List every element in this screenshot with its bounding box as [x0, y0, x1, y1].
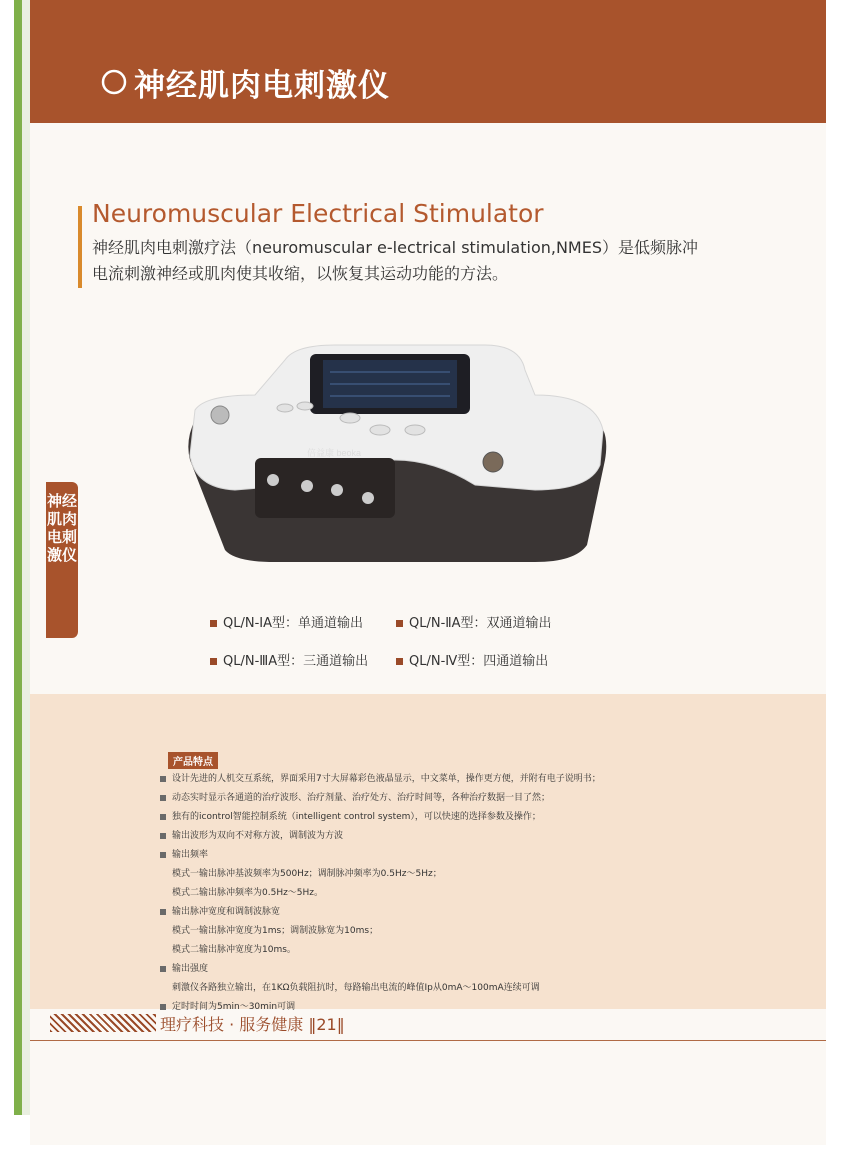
device-image: [175, 340, 610, 570]
feature-item: 输出脉冲宽度和调制波脉宽: [160, 903, 720, 922]
title-accent-bar: [78, 206, 82, 288]
feature-item: 输出强度: [160, 960, 720, 979]
side-tab: 神经肌肉电刺激仪: [46, 482, 78, 638]
feature-item: 独有的icontrol智能控制系统（intelligent control system），可以快速的选择参数及操作；: [160, 808, 720, 827]
model-item: QL/N-ⅢA型：三通道输出: [210, 650, 368, 669]
feature-subitem: 模式二输出脉冲频率为0.5Hz～5Hz。: [172, 888, 324, 898]
binding-edge-inner: [22, 0, 30, 1115]
feature-item: 定时时间为5min～30min可调: [160, 998, 720, 1017]
features-tag: 产品特点: [168, 752, 218, 769]
english-title: Neuromuscular Electrical Stimulator: [92, 199, 544, 228]
footer-text: 理疗科技 · 服务健康 ‖21‖: [160, 1015, 345, 1034]
model-item: QL/N-ⅡA型：双通道输出: [396, 612, 552, 631]
model-item: QL/N-Ⅳ型：四通道输出: [396, 650, 548, 669]
feature-item: 设计先进的人机交互系统，界面采用7寸大屏幕彩色液晶显示，中文菜单，操作更方便，并附有电子说明书；: [160, 770, 720, 789]
page-title: 神经肌肉电刺激仪: [134, 68, 390, 104]
feature-subitem: 模式一输出脉冲基波频率为500Hz；调制脉冲频率为0.5Hz～5Hz；: [172, 869, 442, 879]
footer-line: [30, 1040, 826, 1041]
footer-stripes: [50, 1014, 156, 1032]
feature-item: 输出频率: [160, 846, 720, 865]
circle-icon: [100, 68, 128, 96]
features-list: [160, 770, 720, 1017]
feature-subitem: 模式二输出脉冲宽度为10ms。: [172, 945, 296, 955]
feature-item: 动态实时显示各通道的治疗波形、治疗剂量、治疗处方、治疗时间等，各种治疗数据一目了然；: [160, 789, 720, 808]
binding-edge: [14, 0, 22, 1115]
device-brand: 倍益康 beoka: [307, 448, 362, 458]
feature-subitem: 模式一输出脉冲宽度为1ms；调制波脉宽为10ms；: [172, 926, 379, 936]
intro-paragraph: 神经肌肉电刺激疗法（neuromuscular e-lectrical stimulation,NMES）是低频脉冲电流刺激神经或肌肉使其收缩，以恢复其运动功能的方法。: [92, 238, 698, 283]
feature-subitem: 刺激仪各路独立输出，在1KΩ负载阻抗时，每路输出电流的峰值Ip从0mA～100mA连续可调: [172, 983, 540, 993]
feature-item: 输出波形为双向不对称方波，调制波为方波: [160, 827, 720, 846]
model-item: QL/N-ⅠA型：单通道输出: [210, 612, 363, 631]
